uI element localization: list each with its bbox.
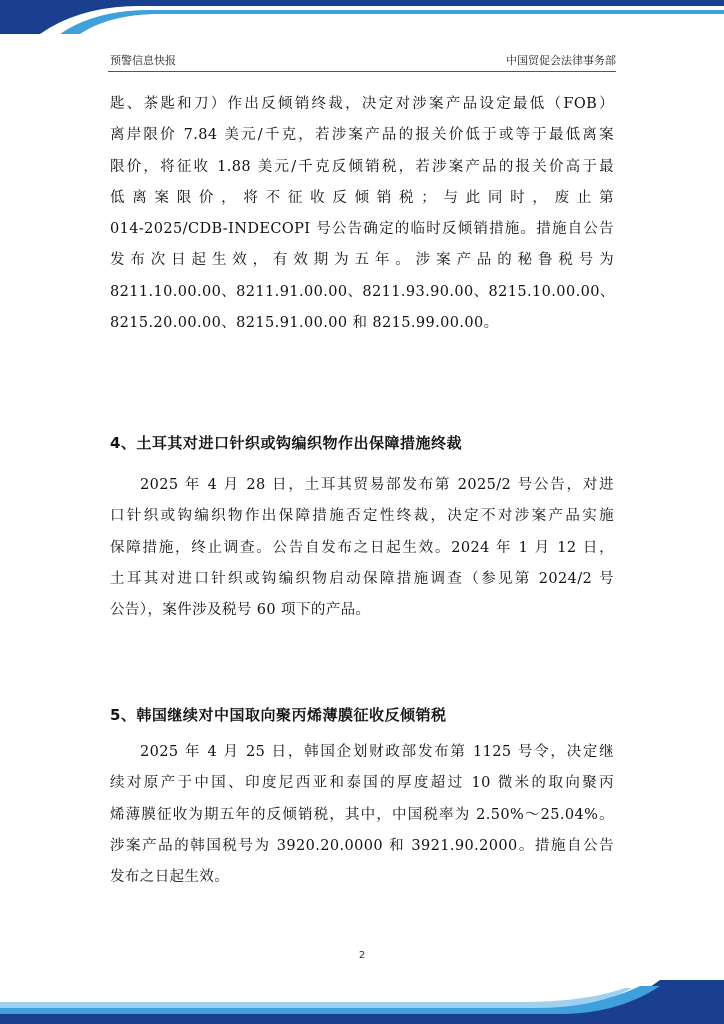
page-number: 2 [358,950,366,961]
section-4-heading: 4、土耳其对进口针织或钩编织物作出保障措施终裁 [110,434,462,452]
text-line: 2025 年 4 月 28 日，土耳其贸易部发布第 2025/2 号公告，对进 [140,477,614,493]
text-line: 土耳其对进口针织或钩编织物启动保障措施调查（参见第 2024/2 号 [110,570,614,587]
text-line: 涉案产品的韩国税号为 3920.20.0000 和 3921.90.2000。措施自公告 [110,837,614,854]
text-line: 烯薄膜征收为期五年的反倾销税，其中，中国税率为 2.50%～25.04%。 [110,806,614,823]
text-line: 限价，将征收 1.88 美元/千克反倾销税，若涉案产品的报关价高于最 [110,158,614,175]
paragraph-peru-continuation [110,89,614,339]
text-line: 保障措施，终止调查。公告自发布之日起生效。2024 年 1 月 12 日， [110,539,614,556]
text-line: 014-2025/CDB-INDECOPI 号公告确定的临时反倾销措施。措施自公告 [110,221,614,238]
text-line: 低离案限价，将不征收反倾销税；与此同时，废止第 [110,189,614,206]
header-divider [108,71,616,72]
text-line: 发布次日起生效，有效期为五年。涉案产品的秘鲁税号为 [110,252,614,269]
text-line: 公告），案件涉及税号 60 项下的产品。 [110,602,371,619]
text-line: 8211.10.00.00、8211.91.00.00、8211.93.90.00、8215.10.00.00、 [110,283,615,300]
header-decoration [0,0,724,34]
paragraph-section-5 [110,737,614,893]
text-line: 发布之日起生效。 [110,869,230,886]
header-right-title: 中国贸促会法律事务部 [506,54,616,67]
text-line: 口针织或钩编织物作出保障措施否定性终裁，决定不对涉案产品实施 [110,508,614,525]
header-left-title: 预警信息快报 [110,54,176,67]
page-header [108,52,616,70]
text-line: 2025 年 4 月 25 日，韩国企划财政部发布第 1125 号令，决定继 [140,744,614,760]
text-line: 匙、茶匙和刀）作出反倾销终裁，决定对涉案产品设定最低（FOB） [110,96,614,112]
paragraph-section-4 [110,470,614,626]
text-line: 续对原产于中国、印度尼西亚和泰国的厚度超过 10 微米的取向聚丙 [110,775,614,792]
footer-decoration [0,980,724,1024]
text-line: 8215.20.00.00、8215.91.00.00 和 8215.99.00.00。 [110,315,499,332]
text-line: 离岸限价 7.84 美元/千克，若涉案产品的报关价低于或等于最低离案 [110,127,614,144]
section-5-heading: 5、韩国继续对中国取向聚丙烯薄膜征收反倾销税 [110,706,447,724]
